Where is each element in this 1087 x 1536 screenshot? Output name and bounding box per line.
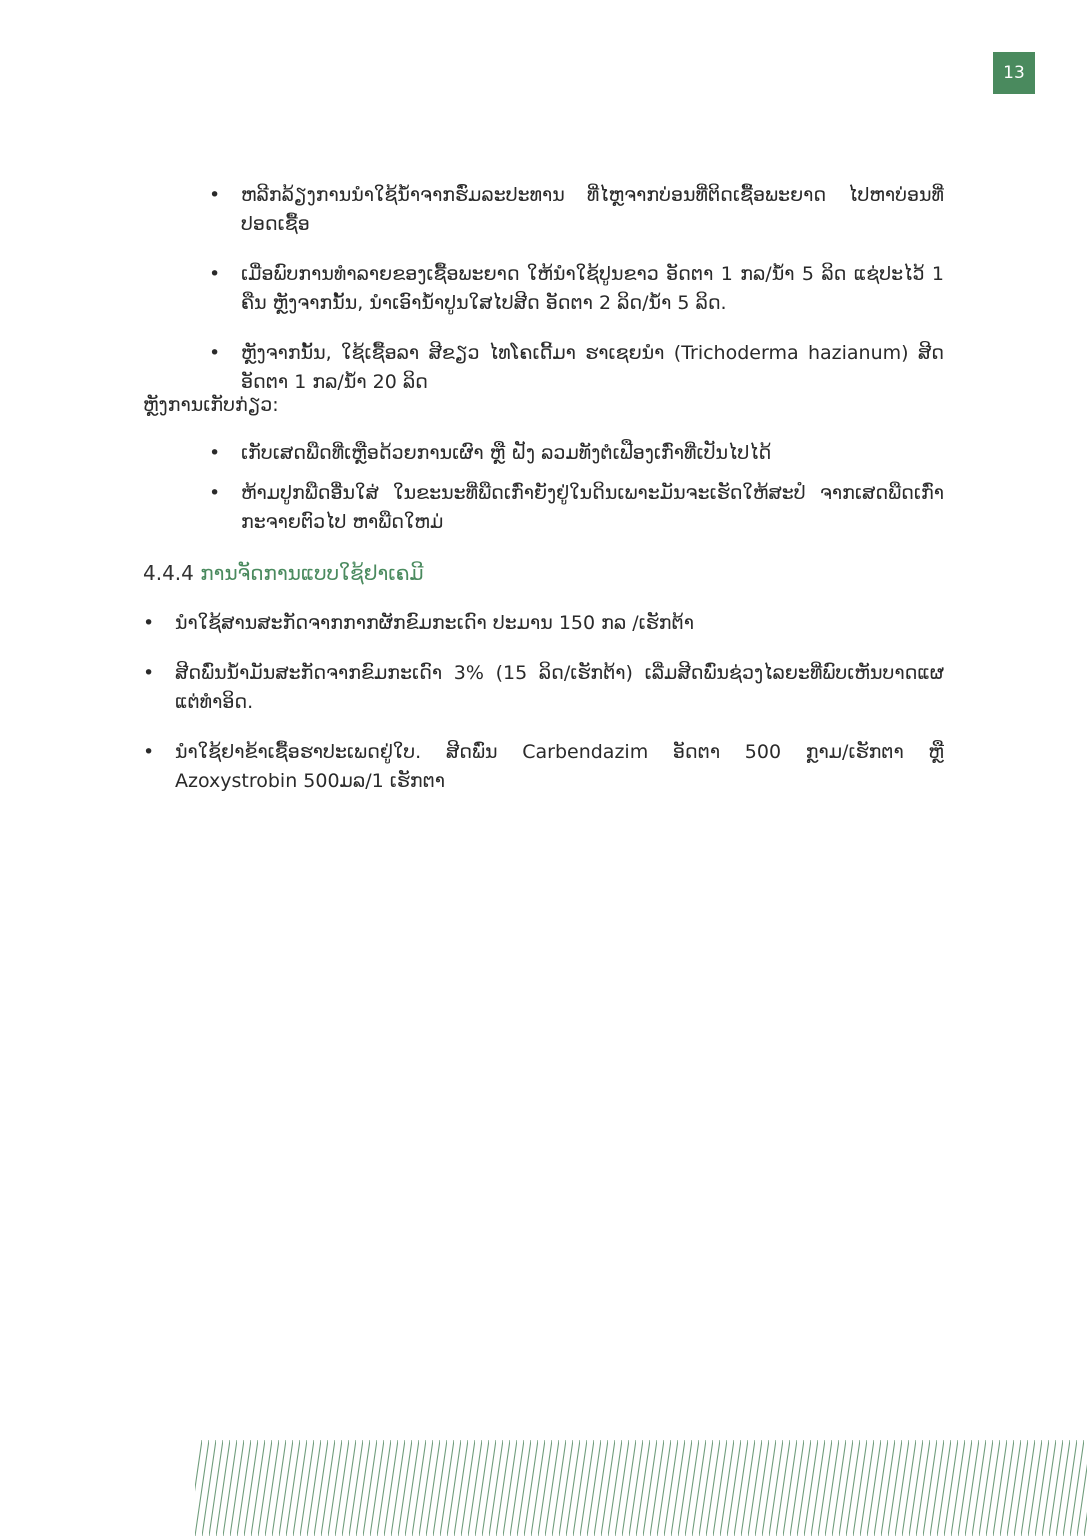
bullet-icon: •	[209, 184, 221, 206]
list-item	[209, 260, 944, 318]
bullet-list-prevention	[209, 181, 944, 397]
bullet-icon: •	[143, 612, 155, 634]
list-item	[143, 738, 944, 796]
list-item-text: ນໍາໃຊ້ສານສະກັດຈາກກາກຜັກຂົມກະເດົາ ປະມານ 150 ກລ /ເຮັກຕ້າ	[175, 612, 694, 634]
bullet-list-after-harvest	[209, 439, 944, 537]
bullet-icon: •	[209, 263, 221, 285]
list-item-text: ສີດພົ່ນນໍ້າມັນສະກັດຈາກຂົມກະເດົາ 3% (15 ລິດ/ເຮັກຕ້າ) ເລີ່ມສີດພົ່ນຊ່ວງໄລຍະທີ່ພົບເຫັນບາດແຜ ແຕ່ທໍາອິດ.	[175, 662, 944, 713]
section-number: 4.4.4	[143, 561, 194, 585]
list-item	[209, 439, 944, 468]
list-item-text: ເມື່ອພົບການທໍາລາຍຂອງເຊື້ອພະຍາດ ໃຫ້ນໍາໃຊ້ປູນຂາວ ອັດຕາ 1 ກລ/ນໍ້າ 5 ລິດ ແຊ່ປະໄວ້ 1 ຄືນ ຫຼັງຈາກນັ້ນ, ນໍາເອົານໍ້າປູນໃສໄປສີດ ອັດຕາ 2 ລິດ/ນໍ້າ 5 ລິດ.	[241, 263, 944, 314]
bullet-icon: •	[143, 741, 155, 763]
page-number: 13	[993, 52, 1035, 94]
bullet-icon: •	[209, 482, 221, 504]
list-item	[209, 479, 944, 537]
list-item-text: ຫ້າມປູກພືດອື່ນໃສ່ ໃນຂະນະທີ່ພືດເກົ່າຍັງຢູ່ໃນດິນເພາະມັນຈະເຮັດໃຫ້ສະປໍ ຈາກເສດພືດເກົ່າກະຈາຍຕົວໄປ ຫາພືດໃຫມ່	[241, 482, 944, 533]
list-item-text: ນໍາໃຊ້ຢາຂ້າເຊື້ອຮາປະເພດຢູ່ໃບ. ສີດພົ່ນ Carbendazim ອັດຕາ 500 ກຼາມ/ເຮັກຕາ ຫຼື Azoxystrobin 500ມລ/1 ເຮັກຕາ	[175, 741, 944, 792]
bullet-icon: •	[143, 662, 155, 684]
bullet-icon: •	[209, 342, 221, 364]
bullet-icon: •	[209, 442, 221, 464]
after-harvest-label: ຫຼັງການເກັບກ່ຽວ:	[143, 394, 279, 416]
list-item	[143, 609, 944, 638]
list-item-text: ຫລີກລ້ຽງການນໍາໃຊ້ນໍ້າຈາກຮົ່ມລະປະທານ ທີ່ໄຫຼຈາກບ່ອນທີ່ຕິດເຊື້ອພະຍາດ ໄປຫາບ່ອນທີ່ປອດເຊື້ອ	[241, 184, 944, 235]
list-item	[209, 339, 944, 397]
section-title: ການຈັດການແບບໃຊ້ຢາເຄມີ	[200, 561, 424, 585]
list-item-text: ເກັບເສດພືດທີ່ເຫຼືອດ້ວຍການເຜົາ ຫຼື ຝັງ ລວມທັງຕໍເຟືອງເກົ່າທີ່ເປັນໄປໄດ້	[241, 442, 772, 464]
bullet-list-chemical	[143, 609, 944, 796]
list-item-text: ຫຼັງຈາກນັ້ນ, ໃຊ້ເຊື້ອລາ ສີຂຽວ ໄທໂຄເດີ້ມາ ຮາເຊຍນໍາ (Trichoderma hazianum) ສີດ ອັດຕາ 1 ກລ/ນໍ້າ 20 ລິດ	[241, 342, 944, 393]
list-item	[143, 659, 944, 717]
list-item	[209, 181, 944, 239]
decorative-stripes	[195, 1440, 1087, 1536]
section-heading	[143, 559, 424, 588]
